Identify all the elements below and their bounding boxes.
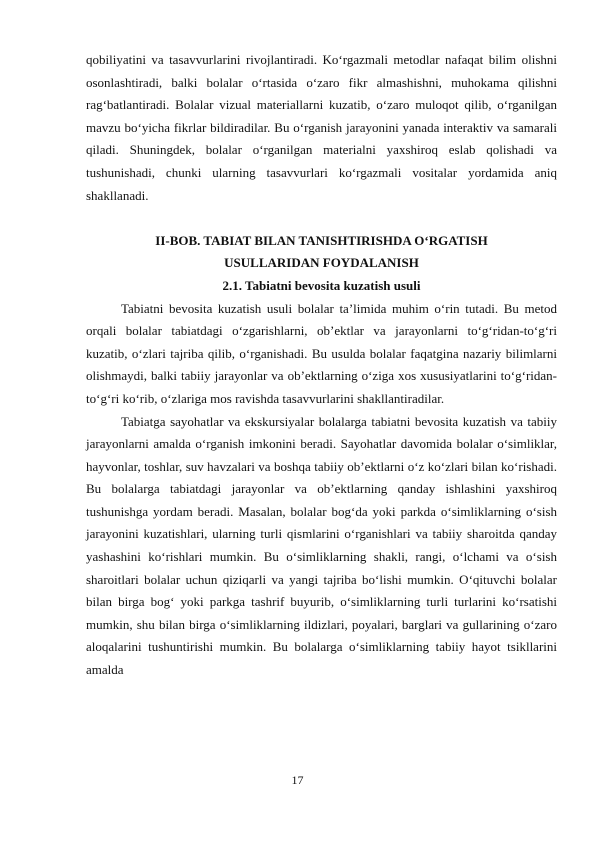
section-title: 2.1. Tabiatni bevosita kuzatish usuli	[222, 277, 421, 293]
chapter-title-line-2: USULLARIDAN FOYDALANISH	[224, 255, 419, 271]
body-paragraph-2: Tabiatga sayohatlar va ekskursiyalar bolalarga tabiatni bevosita kuzatish va tabiiy jarayonlarni amalda o‘rganish imkonini beradi. Sayohatlar davomida bolalar o‘simliklar, hayvonlar, toshlar, suv havzalari va boshqa tabiiy ob’ektlarni o‘z ko‘zlari bilan ko‘rishadi. Bu bolalarga tabiatdagi jarayonlar va ob’ektlarning qanday ishlashini yaxshiroq tushunishga yordam beradi. Masalan, bolalar bog‘da yoki parkda o‘simliklarning o‘sish jarayonini kuzatishlari, ularning turli qismlarini o‘rganishlari va tabiiy sharoitda qanday yashashini ko‘rishlari mumkin. Bu o‘simliklarning shakli, rangi, o‘lchami va o‘sish sharoitlari bolalar uchun qiziqarli va yangi tajriba bo‘lishi mumkin. O‘qituvchi bolalar bilan birga bog‘ yoki parkga tashrif buyurib, o‘simliklarning turli turlarini ko‘rsatishi mumkin, shu bilan birga o‘simliklarning ildizlari, poyalari, barglari va gullarining o‘zaro aloqalarini tushuntirishi mumkin. Bu bolalarga o‘simliklarning tabiiy hayot tsikllarini amalda	[86, 413, 557, 678]
chapter-title-line-1: II-BOB. TABIAT BILAN TANISHTIRISHDA O‘RGATISH	[155, 232, 488, 248]
text-block	[86, 49, 557, 682]
page-number: 17	[291, 773, 304, 787]
body-paragraph-1: Tabiatni bevosita kuzatish usuli bolalar ta’limida muhim o‘rin tutadi. Bu metod orqali bolalar tabiatdagi o‘zgarishlarni, ob’ektlar va jarayonlarni to‘g‘ridan-to‘g‘ri kuzatib, o‘zlari tajriba qilib, o‘rganishadi. Bu usulda bolalar faqatgina nazariy bilimlarni olishmaydi, balki tabiiy jarayonlar va ob’ektlarning o‘ziga xos xususiyatlarini to‘g‘ridan-to‘g‘ri ko‘rib, o‘zlariga mos ravishda tasavvurlarini shakllantiradilar.	[86, 300, 557, 406]
paragraph-gap	[86, 207, 557, 230]
intro-paragraph: qobiliyatini va tasavvurlarini rivojlantiradi. Ko‘rgazmali metodlar nafaqat bilim olishni osonlashtiradi, balki bolalar o‘rtasida o‘zaro fikr almashishni, muhokama qilishni rag‘batlantiradi. Bolalar vizual materiallarni kuzatib, o‘zaro muloqot qilib, o‘rganilgan mavzu bo‘yicha fikrlar bildiradilar. Bu o‘rganish jarayonini yanada interaktiv va samarali qiladi. Shuningdek, bolalar o‘rganilgan materialni yaxshiroq eslab qolishadi va tushunishadi, chunki ularning tasavvurlari ko‘rgazmali vositalar yordamida aniq shakllanadi.	[86, 52, 557, 203]
